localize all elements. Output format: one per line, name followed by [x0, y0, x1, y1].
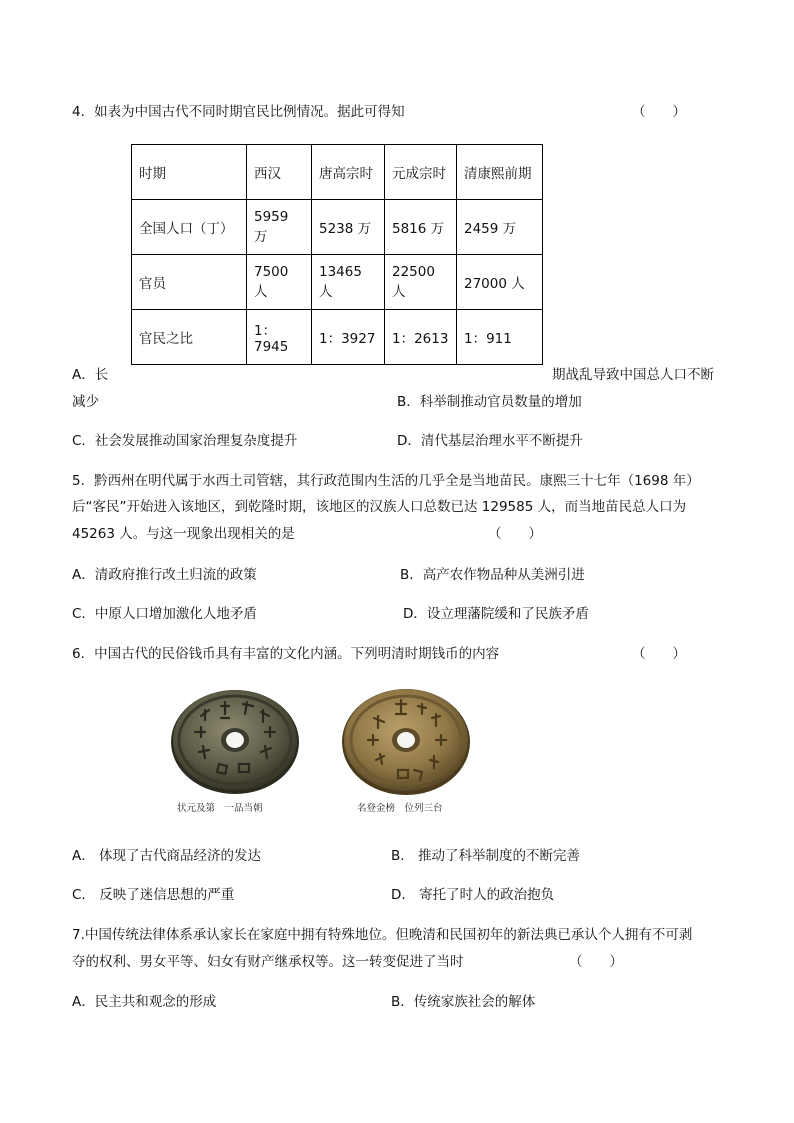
q5-answer-paren: （ ）	[488, 526, 542, 542]
table-cell: 2459 万	[457, 200, 543, 255]
table-header-cell: 唐高宗时	[312, 145, 385, 200]
q4-option-b: B．科举制推动官员数量的增加	[397, 394, 582, 410]
q5-option-d: D．设立理藩院缓和了民族矛盾	[403, 606, 589, 622]
q5-option-c: C．中原人口增加激化人地矛盾	[72, 606, 257, 622]
q6-option-d: D． 寄托了时人的政治抱负	[391, 887, 555, 903]
q7-option-a: A．民主共和观念的形成	[72, 994, 217, 1010]
q4-option-c: C．社会发展推动国家治理复杂度提升	[72, 433, 298, 449]
table-cell: 1：911	[457, 310, 543, 365]
q5-stem-line-1: 5．黔西州在明代属于水西土司管辖，其行政范围内生活的几乎全是当地苗民。康熙三十七年（1698 年）	[72, 473, 700, 489]
table-cell: 1：2613	[385, 310, 457, 365]
q4-option-d: D．清代基层治理水平不断提升	[397, 433, 583, 449]
q5-stem-line-3: 45263 人。与这一现象出现相关的是	[72, 526, 295, 542]
q7-stem-line-2: 夺的权利、男女平等、妇女有财产继承权等。这一转变促进了当时	[72, 954, 464, 970]
q4-answer-paren: （ ）	[632, 104, 686, 120]
q6-stem: 6．中国古代的民俗钱币具有丰富的文化内涵。下列明清时期钱币的内容	[72, 646, 500, 662]
q6-option-a: A． 体现了古代商品经济的发达	[72, 848, 262, 864]
q6-answer-paren: （ ）	[632, 646, 686, 662]
table-cell: 5238 万	[312, 200, 385, 255]
table-cell: 5959 万	[247, 200, 312, 255]
q5-option-a: A．清政府推行改土归流的政策	[72, 567, 257, 583]
q5-option-b: B．高产农作物品种从美洲引进	[400, 567, 585, 583]
table-cell: 13465 人	[312, 255, 385, 310]
table-cell: 5816 万	[385, 200, 457, 255]
table-cell: 官员	[132, 255, 247, 310]
table-cell: 1：3927	[312, 310, 385, 365]
table-row	[132, 200, 543, 255]
table-cell: 22500 人	[385, 255, 457, 310]
coin-1-image	[169, 686, 301, 800]
q4-option-a-end: 期战乱导致中国总人口不断	[552, 367, 714, 383]
table-cell: 官民之比	[132, 310, 247, 365]
table-row	[132, 310, 543, 365]
q4-option-a-start: A．长	[72, 367, 109, 383]
q7-stem-line-1: 7.中国传统法律体系承认家长在家庭中拥有特殊地位。但晚清和民国初年的新法典已承认个人拥有不可剥	[72, 927, 693, 943]
table-cell: 7500 人	[247, 255, 312, 310]
table-cell: 27000 人	[457, 255, 543, 310]
q4-option-a-continued: 减少	[72, 394, 99, 410]
q4-stem: 4．如表为中国古代不同时期官民比例情况。据此可得知	[72, 104, 405, 120]
table-header-cell: 元成宗时	[385, 145, 457, 200]
table-cell: 1：7945	[247, 310, 312, 365]
table-cell: 全国人口（丁）	[132, 200, 247, 255]
coin-1-caption: 状元及第 一品当朝	[177, 803, 263, 814]
coin-2-caption: 名登金榜 位列三台	[357, 803, 443, 814]
q7-answer-paren: （ ）	[569, 954, 623, 970]
q5-stem-line-2: 后“客民”开始进入该地区，到乾隆时期，该地区的汉族人口总数已达 129585 人，而当地苗民总人口为	[72, 499, 687, 515]
coin-2-image	[340, 684, 472, 800]
table-header-row	[132, 145, 543, 200]
table-header-cell: 清康熙前期	[457, 145, 543, 200]
q6-option-b: B． 推动了科举制度的不断完善	[391, 848, 581, 864]
table-header-cell: 时期	[132, 145, 247, 200]
table-header-cell: 西汉	[247, 145, 312, 200]
q6-option-c: C． 反映了迷信思想的严重	[72, 887, 235, 903]
q7-option-b: B．传统家族社会的解体	[391, 994, 536, 1010]
table-row	[132, 255, 543, 310]
q4-table	[131, 144, 543, 365]
